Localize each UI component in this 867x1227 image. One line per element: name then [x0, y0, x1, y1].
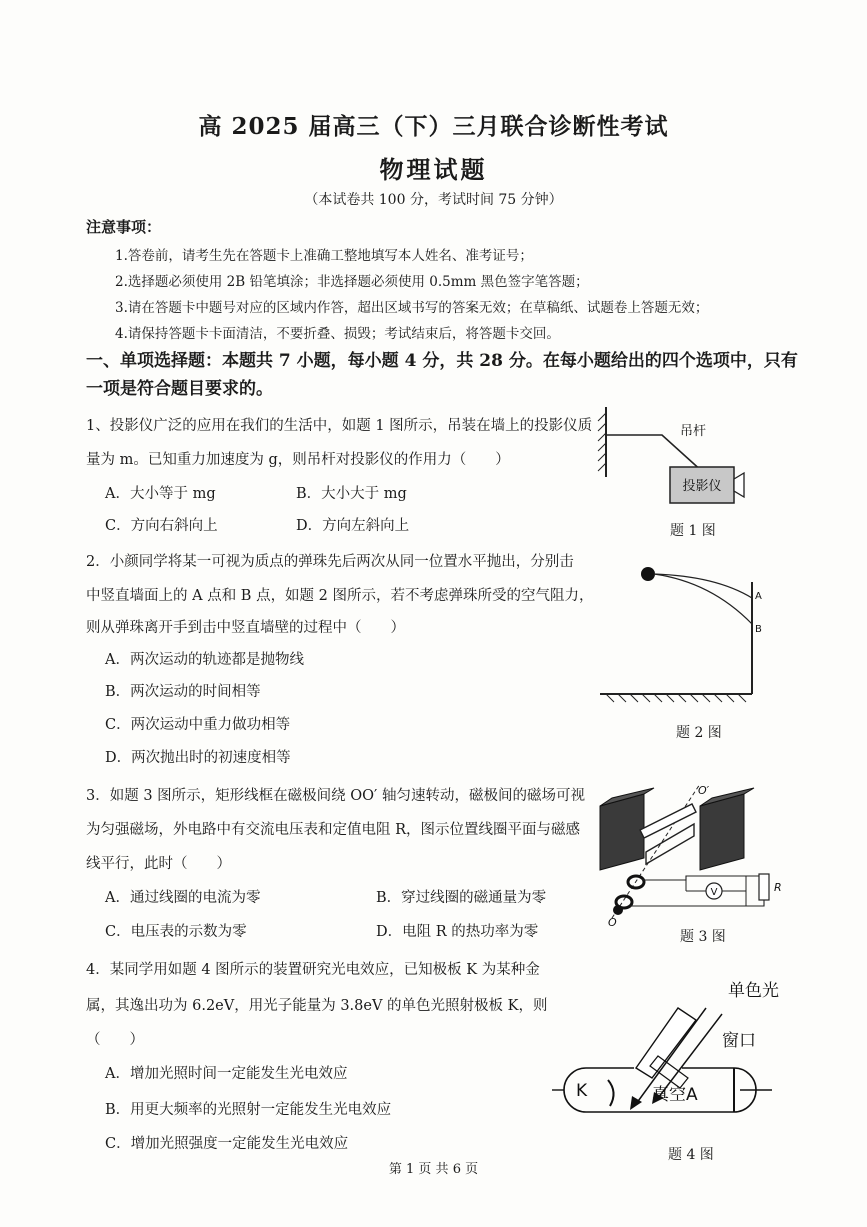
figure-3-label-o-bottom: O — [608, 916, 617, 928]
exam-title: 高 2025 届高三（下）三月联合诊断性考试 — [198, 113, 669, 140]
question-1-line: 量为 m。已知重力加速度为 g，则吊杆对投影仪的作用力（ ） — [86, 452, 510, 468]
figure-1-label-device: 投影仪 — [682, 479, 722, 494]
figure-3-generator-diagram — [596, 778, 786, 928]
figure-4-label-window: 窗口 — [722, 1031, 756, 1051]
section-heading-line2: 一项是符合题目要求的。 — [86, 379, 273, 399]
figure-1-caption: 题 1 图 — [670, 523, 716, 539]
figure-3-label-r: R — [774, 881, 782, 894]
figure-3-caption: 题 3 图 — [680, 929, 726, 945]
question-2-line: 中竖直墙面上的 A 点和 B 点，如题 2 图所示，若不考虑弹珠所受的空气阻力， — [86, 588, 594, 604]
resistor-icon — [759, 874, 769, 900]
question-4-line: 属，其逸出功为 6.2eV，用光子能量为 3.8eV 的单色光照射极板 K，则 — [86, 998, 548, 1014]
question-3-option-a: A．通过线圈的电流为零 — [105, 890, 261, 906]
marble-icon — [641, 567, 655, 581]
cathode-k-icon — [608, 1080, 614, 1106]
notice-item: 1.答卷前，请考生先在答题卡上准确工整地填写本人姓名、准考证号； — [115, 248, 533, 264]
question-4-line: （ ） — [86, 1032, 144, 1048]
figure-3-label-o-top: O′ — [698, 784, 710, 797]
figure-2-caption: 题 2 图 — [676, 725, 722, 741]
page-number: 第 1 页 共 6 页 — [388, 1162, 479, 1177]
question-3-line: 为匀强磁场，外电路中有交流电压表和定值电阻 R，图示位置线圈平面与磁感 — [86, 822, 581, 838]
question-1-option-c: C．方向右斜向上 — [105, 518, 218, 534]
question-2-option-d: D．两次抛出时的初速度相等 — [105, 750, 291, 766]
figure-2-projectile-diagram — [596, 556, 766, 706]
question-4-option-a: A．增加光照时间一定能发生光电效应 — [105, 1066, 348, 1082]
question-3-line: 线平行，此时（ ） — [86, 856, 231, 872]
question-4-line: 4．某同学用如题 4 图所示的装置研究光电效应，已知极板 K 为某种金 — [86, 962, 540, 978]
question-1-option-a: A．大小等于 mg — [105, 486, 216, 502]
figure-4-photoelectric-diagram — [546, 976, 786, 1128]
question-4-option-b: B．用更大频率的光照射一定能发生光电效应 — [105, 1102, 392, 1118]
figure-1-label-rod: 吊杆 — [680, 424, 707, 439]
question-2-option-c: C．两次运动中重力做功相等 — [105, 717, 291, 733]
exam-info: （本试卷共 100 分，考试时间 75 分钟） — [304, 192, 563, 208]
question-3-option-b: B．穿过线圈的磁通量为零 — [376, 890, 547, 906]
figure-1-projector-diagram — [592, 405, 762, 513]
question-3-option-d: D．电阻 R 的热功率为零 — [376, 924, 539, 940]
figure-4-label-k: K — [576, 1081, 588, 1101]
question-1-line: 1、投影仪广泛的应用在我们的生活中，如题 1 图所示，吊装在墙上的投影仪质 — [86, 418, 593, 434]
question-2-option-b: B．两次运动的时间相等 — [105, 684, 261, 700]
question-2-line: 2．小颜同学将某一可视为质点的弹珠先后两次从同一位置水平抛出，分别击 — [86, 554, 574, 570]
subject-title: 物理试题 — [379, 155, 488, 184]
question-2-option-a: A．两次运动的轨迹都是抛物线 — [105, 652, 304, 668]
figure-4-label-vacuum: 真空A — [652, 1085, 698, 1105]
question-1-option-b: B．大小大于 mg — [296, 486, 407, 502]
figure-2-label-a: A — [755, 591, 762, 602]
figure-2-label-b: B — [755, 624, 762, 635]
notice-item: 2.选择题必须使用 2B 铅笔填涂；非选择题必须使用 0.5mm 黑色签字笔答题； — [115, 274, 589, 290]
question-3-line: 3．如题 3 图所示，矩形线框在磁极间绕 OO′ 轴匀速转动，磁极间的磁场可视 — [86, 788, 585, 804]
figure-3-label-v: V — [710, 887, 718, 898]
notice-item: 3.请在答题卡中题号对应的区域内作答，超出区域书写的答案无效；在草稿纸、试题卷上答题无效； — [115, 300, 709, 316]
question-4-option-c: C．增加光照强度一定能发生光电效应 — [105, 1136, 349, 1152]
figure-4-label-light: 单色光 — [728, 981, 779, 1001]
question-3-option-c: C．电压表的示数为零 — [105, 924, 247, 940]
section-heading-line1: 一、单项选择题：本题共 7 小题，每小题 4 分，共 28 分。在每小题给出的四个选项中，只有 — [86, 351, 798, 371]
question-2-line: 则从弹珠离开手到击中竖直墙壁的过程中（ ） — [86, 620, 405, 636]
question-1-option-d: D．方向左斜向上 — [296, 518, 410, 534]
notice-heading: 注意事项： — [86, 218, 162, 236]
notice-item: 4.请保持答题卡卡面清洁，不要折叠、损毁；考试结束后，将答题卡交回。 — [115, 326, 560, 342]
figure-4-caption: 题 4 图 — [668, 1147, 714, 1163]
